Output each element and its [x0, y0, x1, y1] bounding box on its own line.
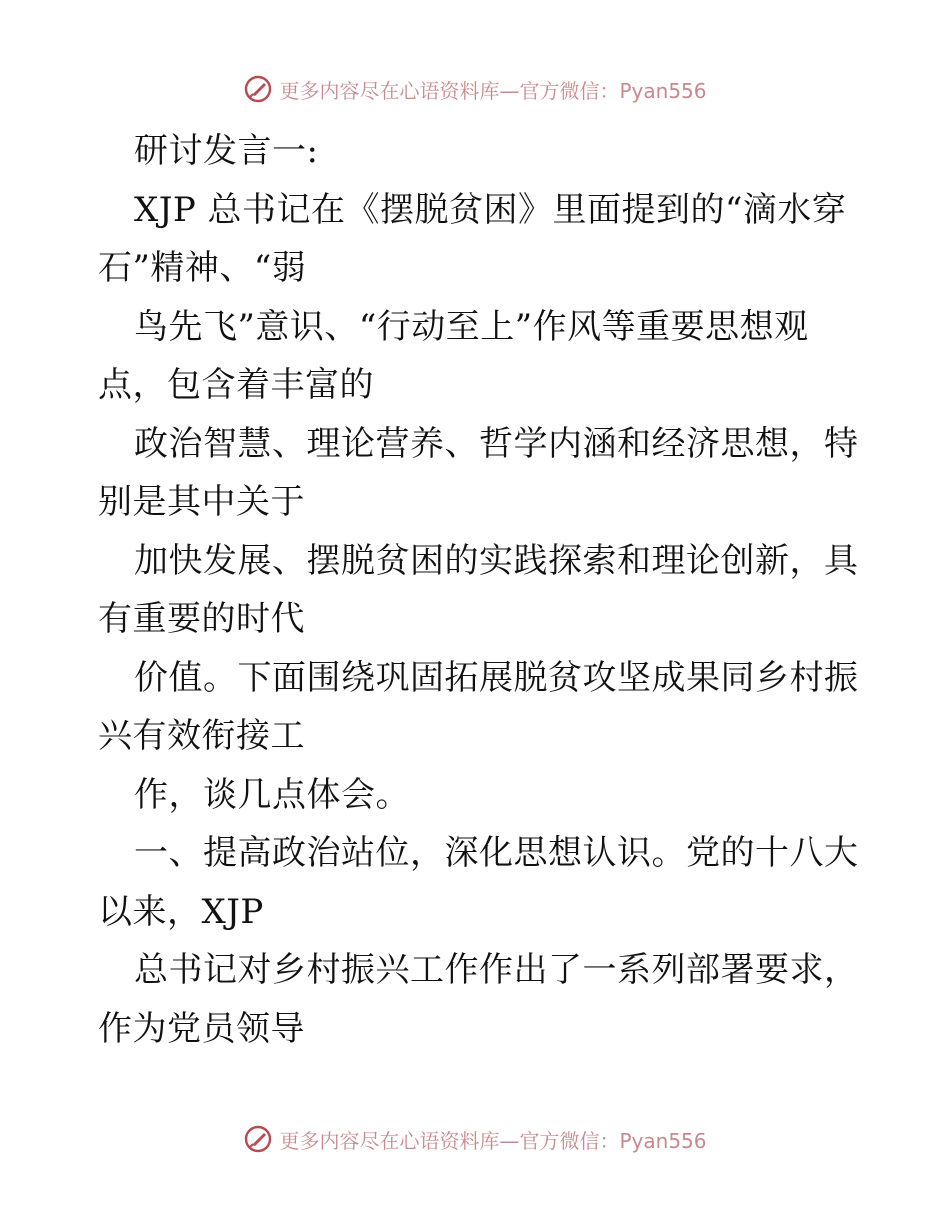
watermark-text — [279, 1125, 706, 1154]
text-line: 兴有效衔接工 — [98, 716, 305, 756]
watermark-id: Pyan556 — [619, 78, 707, 103]
text-line: 以来，XJP — [98, 891, 264, 932]
text-line: 一、提高政治站位，深化思想认识。党的十八大 — [134, 833, 859, 873]
watermark-id: Pyan556 — [619, 1128, 707, 1153]
text-line: 价值。下面围绕巩固拓展脱贫攻坚成果同乡村振 — [134, 657, 859, 698]
document-body — [98, 122, 858, 1058]
text-line: 点，包含着丰富的 — [98, 365, 374, 405]
text-line: 研讨发言一: — [134, 131, 319, 171]
watermark-text — [279, 75, 706, 104]
watermark-cn: 更多内容尽在心语资料库—官方微信： — [279, 78, 620, 103]
text-line: 石”精神、“弱 — [98, 248, 307, 288]
watermark-cn: 更多内容尽在心语资料库—官方微信： — [279, 1128, 620, 1153]
header-watermark — [0, 74, 950, 104]
text-line: XJP 总书记在《摆脱贫困》里面提到的“滴水穿 — [134, 189, 847, 230]
footer-watermark — [0, 1124, 950, 1154]
text-line: 别是其中关于 — [98, 482, 305, 522]
text-line: 鸟先飞”意识、“行动至上”作风等重要思想观 — [134, 306, 809, 347]
quill-circle-icon — [243, 1124, 273, 1154]
text-line: 加快发展、摆脱贫困的实践探索和理论创新，具 — [134, 540, 859, 581]
quill-circle-icon — [243, 74, 273, 104]
text-line: 总书记对乡村振兴工作作出了一系列部署要求， — [134, 950, 859, 990]
text-line: 作，谈几点体会。 — [134, 774, 410, 815]
text-line: 有重要的时代 — [98, 599, 305, 639]
text-line: 政治智慧、理论营养、哲学内涵和经济思想，特 — [134, 423, 859, 464]
text-line: 作为党员领导 — [98, 1008, 305, 1049]
